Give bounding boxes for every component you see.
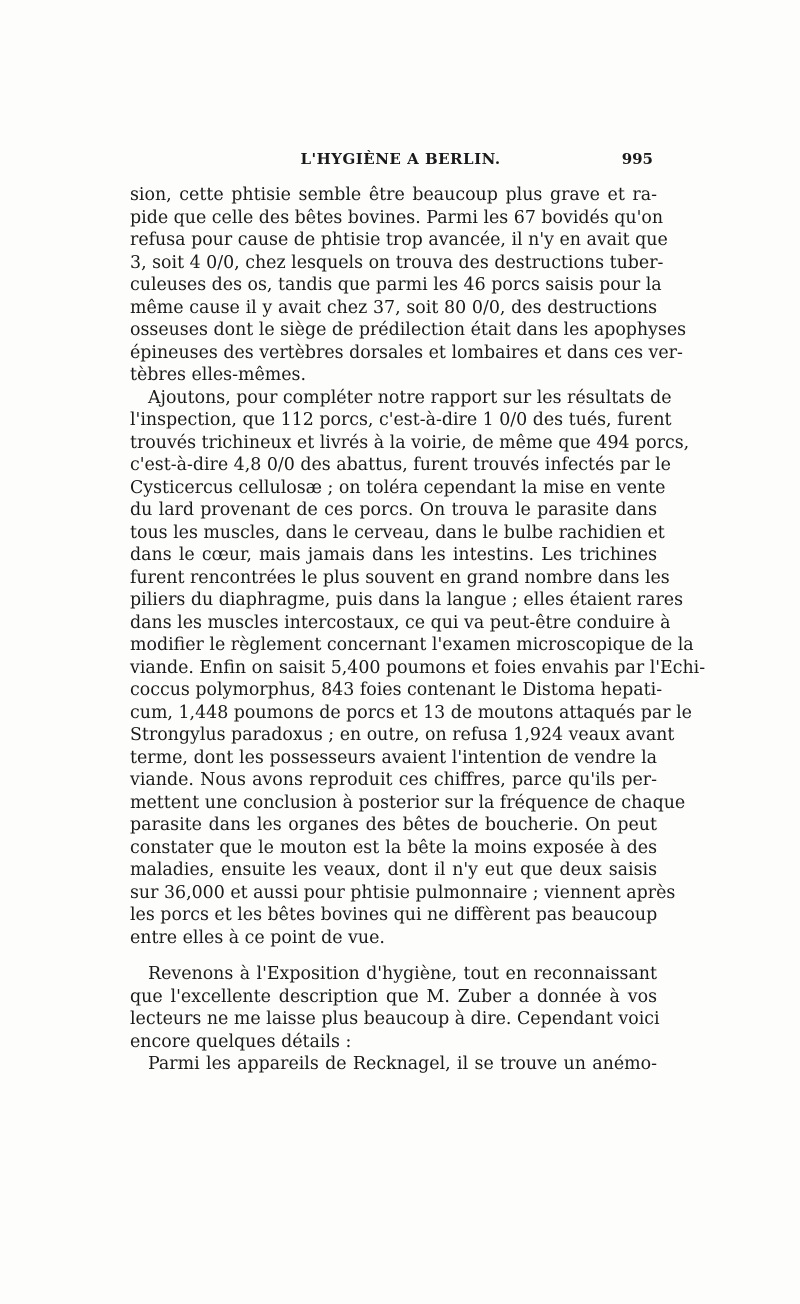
paragraph bbox=[130, 387, 706, 950]
text-line: tèbres elles-mêmes. bbox=[130, 365, 306, 385]
paragraph bbox=[130, 184, 687, 387]
text-line: viande. Nous avons reproduit ces chiffres, parce qu'ils per- bbox=[130, 770, 657, 790]
text-line: Strongylus paradoxus ; en outre, on refusa 1,924 veaux avant bbox=[130, 725, 675, 745]
text-line: les porcs et les bêtes bovines qui ne diffèrent pas beaucoup bbox=[130, 905, 658, 925]
text-line: lecteurs ne me laisse plus beaucoup à dire. Cependant voici bbox=[130, 1009, 660, 1029]
text-line: trouvés trichineux et livrés à la voirie, de même que 494 porcs, bbox=[130, 432, 690, 453]
text-line: culeuses des os, tandis que parmi les 46 porcs saisis pour la bbox=[130, 275, 662, 295]
text-line: furent rencontrées le plus souvent en grand nombre dans les bbox=[130, 567, 670, 588]
text-line: entre elles à ce point de vue. bbox=[130, 927, 385, 948]
text-line: c'est-à-dire 4,8 0/0 des abattus, furent trouvés infectés par le bbox=[130, 455, 671, 475]
paragraph bbox=[130, 963, 660, 1053]
text-line: coccus polymorphus, 843 foies contenant le Distoma hepati- bbox=[130, 680, 663, 700]
text-line: modifier le règlement concernant l'examen microscopique de la bbox=[130, 635, 694, 655]
text-line: Parmi les appareils de Recknagel, il se trouve un anémo- bbox=[148, 1054, 657, 1074]
text-line: épineuses des vertèbres dorsales et lombaires et dans ces ver- bbox=[130, 342, 683, 363]
paragraph-spacer bbox=[130, 949, 657, 963]
text-line: piliers du diaphragme, puis dans la langue ; elles étaient rares bbox=[130, 590, 684, 610]
text-line: viande. Enfin on saisit 5,400 poumons et foies envahis par l'Echi- bbox=[130, 657, 706, 678]
running-header bbox=[148, 150, 653, 178]
text-line: que l'excellente description que M. Zuber a donnée à vos bbox=[130, 986, 657, 1007]
text-line: cum, 1,448 poumons de porcs et 13 de moutons attaqués par le bbox=[130, 702, 692, 723]
paragraph bbox=[130, 1053, 657, 1076]
text-line: sion, cette phtisie semble être beaucoup plus grave et ra- bbox=[130, 185, 657, 205]
text-line: constater que le mouton est la bête la moins exposée à des bbox=[130, 837, 657, 858]
text-line: dans les muscles intercostaux, ce qui va peut-être conduire à bbox=[130, 612, 671, 633]
text-line: Cysticercus cellulosæ ; on toléra cependant la mise en vente bbox=[130, 477, 666, 498]
text-line: refusa pour cause de phtisie trop avancée, il n'y en avait que bbox=[130, 230, 668, 250]
text-line: osseuses dont le siège de prédilection était dans les apophyses bbox=[130, 320, 687, 340]
text-line: pide que celle des bêtes bovines. Parmi les 67 bovidés qu'on bbox=[130, 207, 664, 228]
text-line: du lard provenant de ces porcs. On trouva le parasite dans bbox=[130, 500, 657, 520]
text-line: 3, soit 4 0/0, chez lesquels on trouva des destructions tuber- bbox=[130, 252, 664, 273]
text-line: Ajoutons, pour compléter notre rapport sur les résultats de bbox=[148, 387, 672, 408]
text-line: encore quelques détails : bbox=[130, 1031, 352, 1052]
text-line: maladies, ensuite les veaux, dont il n'y eut que deux saisis bbox=[130, 860, 657, 880]
text-line: mettent une conclusion à posterior sur la fréquence de chaque bbox=[130, 792, 686, 813]
page-body bbox=[130, 184, 706, 1076]
text-line: parasite dans les organes des bêtes de boucherie. On peut bbox=[130, 815, 657, 835]
text-line: l'inspection, que 112 porcs, c'est-à-dire 1 0/0 des tués, furent bbox=[130, 410, 672, 430]
text-line: tous les muscles, dans le cerveau, dans le bulbe rachidien et bbox=[130, 522, 665, 543]
page-number: 995 bbox=[621, 150, 653, 168]
text-line: même cause il y avait chez 37, soit 80 0/0, des destructions bbox=[130, 297, 657, 318]
text-line: sur 36,000 et aussi pour phtisie pulmonnaire ; viennent après bbox=[130, 882, 676, 903]
text-line: terme, dont les possesseurs avaient l'intention de vendre la bbox=[130, 747, 657, 768]
running-title: L'HYGIÈNE A BERLIN. bbox=[300, 150, 501, 168]
text-line: dans le cœur, mais jamais dans les intestins. Les trichines bbox=[130, 545, 657, 565]
text-line: Revenons à l'Exposition d'hygiène, tout en reconnaissant bbox=[148, 964, 657, 984]
